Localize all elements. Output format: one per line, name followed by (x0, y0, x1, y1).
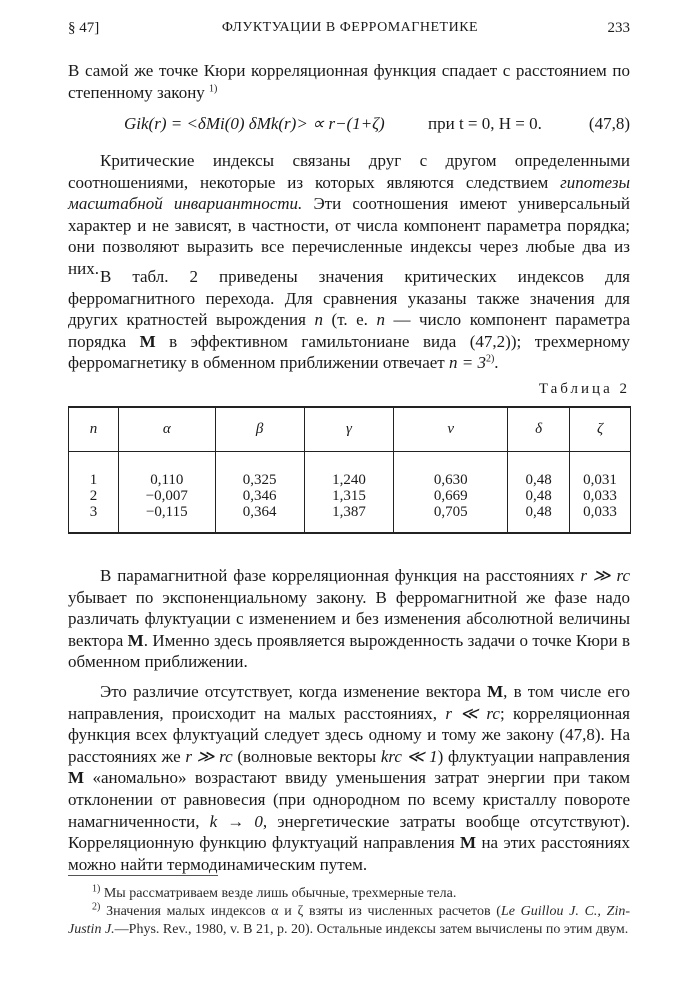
para2-text: — число компонент параметра порядка (68, 310, 630, 351)
table-cell: 0,325 (242, 471, 277, 488)
footnote-text: Значения малых индексов α и ζ взяты из численных расчетов ( (106, 904, 501, 919)
footnote-text: Мы рассматриваем везде лишь обычные, трехмерные тела. (103, 886, 457, 901)
table-cell: 0,364 (242, 503, 277, 520)
footnote-2 (68, 903, 630, 939)
table-cell: 0,48 (525, 487, 552, 504)
table-cell: 0,669 (433, 487, 468, 504)
math-inline: krc ≪ 1 (380, 746, 438, 766)
math-inline: r ≫ rc (185, 746, 233, 766)
column-header: β (215, 407, 304, 451)
vector-M: M (127, 630, 144, 650)
para4-text: (волновые векторы (232, 746, 381, 766)
para3-text: В парамагнитной фазе корреляционная функция на расстояниях (100, 566, 581, 585)
footnote-authors: Le Guillou J. C., Zin-Justin J. (68, 904, 630, 937)
table-cell: 0,033 (583, 487, 617, 504)
footnotes (68, 885, 630, 939)
para4-text: на этих расстояниях можно найти термодинамическим путем. (68, 833, 630, 874)
para2-end: . (494, 353, 499, 373)
column-gamma (304, 451, 394, 533)
critical-indices-table (68, 406, 631, 534)
vector-M: M (460, 833, 477, 853)
footnote-ref-1: 1) (209, 82, 218, 94)
intro-text: В самой же точке Кюри корреляционная функция спадает с расстоянием по степенному закону (68, 61, 630, 102)
equation-condition: при t = 0, H = 0. (428, 114, 542, 133)
table-caption: Таблица 2 (538, 381, 630, 397)
table-cell: −0,115 (145, 503, 188, 520)
equation-expression: Gik(r) = <δMi(0) δMk(r)> ∝ r−(1+ζ) (124, 114, 385, 133)
column-header: ζ (570, 407, 631, 451)
table-cell: 0,346 (242, 487, 277, 504)
table-cell: 0,705 (433, 503, 468, 520)
vector-M: M (68, 768, 85, 788)
para3-text: . Именно здесь проявляется вырожденность задачи о точке Кюри в обменном приближении. (68, 630, 630, 672)
table-cell: 0,033 (583, 503, 617, 520)
column-nu (394, 451, 508, 533)
para2-text: (т. е. (323, 310, 377, 330)
footnote-mark: 1) (92, 883, 101, 895)
table-body-row (69, 451, 631, 533)
running-header-section: § 47] (68, 20, 100, 36)
footnote-mark: 2) (92, 901, 101, 913)
footnote-ref-2: 2) (485, 353, 495, 365)
paragraph-table-intro (68, 266, 630, 374)
table-cell: 1,315 (332, 487, 366, 504)
math-inline: r ≪ rc (445, 703, 500, 723)
para4-text: ) флуктуации направления (437, 746, 631, 766)
equation-number: (47,8) (588, 114, 630, 133)
column-beta (215, 451, 304, 533)
table-cell: 2 (89, 487, 98, 504)
footnote-text: —Phys. Rev., 1980, v. B 21, p. 20). Остальные индексы затем вычислены по этим двум. (114, 922, 629, 937)
column-header: α (118, 407, 215, 451)
para1-text-end: Эти соотношения имеют универсальный характер и не зависят, в частности, от числа компонент параметра порядка; они позволяют выразить все перечисленные индексы через любые два из них. (68, 194, 630, 278)
para4-text: , энергетические затраты вообще отсутствуют). Корреляционную функцию флуктуаций направления (68, 811, 630, 853)
column-header: n (69, 407, 119, 451)
column-header: γ (304, 407, 394, 451)
footnote-divider (68, 875, 218, 876)
footnote-1 (68, 885, 630, 903)
column-header: ν (394, 407, 508, 451)
para2-n: n (314, 310, 323, 330)
math-inline: r ≫ rc (580, 566, 630, 585)
table-header-row (69, 407, 631, 451)
table-cell: 1,240 (332, 471, 366, 488)
para3-text: убывает по экспоненциальному закону. В ферромагнитной же фазе надо различать флуктуации с изменением и без изменения абсолютной величины вектора (68, 587, 630, 650)
column-delta (508, 451, 570, 533)
paragraph-paramagnetic (68, 565, 630, 673)
para2-n: n (376, 310, 385, 330)
column-alpha (118, 451, 215, 533)
table-cell: 3 (89, 503, 98, 520)
equation-47-8 (68, 114, 630, 138)
para2-text: в эффективном гамильтониане вида (47,2)); трехмерному ферромагнетику в обменном приближении отвечает (68, 331, 630, 373)
para4-text: ; корреляционная функция всех флуктуаций следует здесь одному и тому же закону (47,8). На расстояниях же (68, 703, 631, 766)
vector-M: M (487, 682, 504, 701)
vector-M: M (139, 331, 156, 351)
running-header-title: ФЛУКТУАЦИИ В ФЕРРОМАГНЕТИКЕ (221, 20, 479, 35)
table-cell: 1 (89, 471, 98, 488)
para1-italic-term: гипотезы масштабной инвариантности. (68, 172, 630, 214)
para2-n-equals: n = 3 (448, 353, 486, 373)
column-header: δ (508, 407, 570, 451)
para1-text: Критические индексы связаны друг с другом определенными соотношениями, некоторые из которых являются следствием (68, 151, 630, 192)
table-cell: 0,48 (525, 503, 552, 520)
para4-text: , в том числе его направления, происходит на малых расстояниях, (68, 682, 631, 723)
column-zeta (570, 451, 631, 533)
page-number: 233 (607, 20, 630, 36)
table-cell: 0,48 (525, 471, 552, 488)
paragraph-fluctuations (68, 681, 630, 875)
para4-text: Это различие отсутствует, когда изменение вектора (100, 682, 488, 701)
intro-paragraph (68, 60, 630, 103)
table-cell: 0,630 (433, 471, 468, 488)
table-cell: −0,007 (145, 487, 188, 504)
para2-text: В табл. 2 приведены значения критических индексов для ферромагнитного перехода. Для сравнения указаны также значения для других кратностей вырождения (68, 267, 630, 330)
table-cell: 0,031 (583, 471, 617, 488)
math-inline: k → 0 (209, 811, 263, 831)
table-cell: 0,110 (150, 471, 184, 488)
column-n (69, 451, 119, 533)
table-cell: 1,387 (332, 503, 366, 520)
para4-text: «аномально» возрастают ввиду уменьшения затрат энергии при таком отклонении от равновесия (при однородном по всему кристаллу повороте намагниченности, (68, 768, 630, 831)
paragraph-critical-indices (68, 150, 630, 280)
